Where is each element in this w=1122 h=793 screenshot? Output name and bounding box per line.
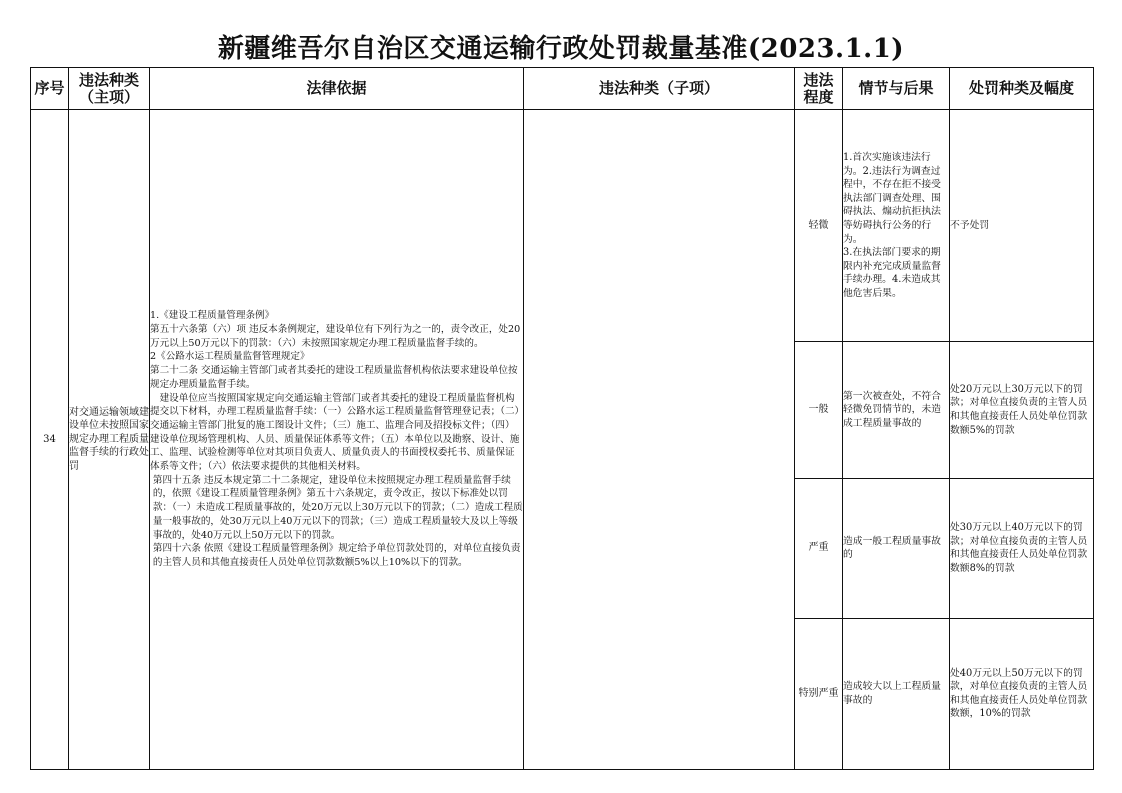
penalty-cell: 不予处罚 [950,110,1094,342]
circumstances-cell: 造成较大以上工程质量事故的 [843,618,950,769]
circumstances-cell: 第一次被查处，不符合轻微免罚情节的，未造成工程质量事故的 [843,342,950,478]
header-degree-line2: 程度 [803,87,834,106]
legal-basis-paragraph: 2《公路水运工程质量监督管理规定》 [150,351,310,363]
legal-basis-paragraph: 第五十六条第（六）项 违反本条例规定，建设单位有下列行为之一的，责令改正，处20万元以上50万元以下的罚款：（六）未按照国家规定办理工程质量监督手续的。 [150,324,521,349]
header-main-type-line2: （主项） [78,87,139,106]
row-sub-type [524,110,795,770]
degree-cell: 严重 [795,478,843,618]
row-main-type: 对交通运输领域建设单位未按照国家规定办理工程质量监督手续的行政处罚 [69,110,150,770]
penalty-standard-table [30,67,1094,770]
degree-cell: 特别严重 [795,618,843,769]
header-row [31,68,1094,110]
legal-basis-paragraph: 第二十二条 交通运输主管部门或者其委托的建设工程质量监督机构依法要求建设单位按规定办理质量监督手续。 [150,365,518,390]
degree-cell: 轻微 [795,110,843,342]
header-penalty: 处罚种类及幅度 [950,68,1094,110]
penalty-cell: 处40万元以上50万元以下的罚款，对单位直接负责的主管人员和其他直接责任人员处单位罚款数额，10%的罚款 [950,618,1094,769]
header-degree-line1: 违法 [803,70,834,89]
header-main-type-line1: 违法种类 [78,70,139,89]
legal-basis-paragraph: 1.《建设工程质量管理条例》 [150,310,275,322]
header-seq: 序号 [31,68,69,110]
degree-cell: 一般 [795,342,843,478]
table-row [31,110,1094,342]
header-degree [795,68,843,110]
circumstances-cell: 造成一般工程质量事故的 [843,478,950,618]
circumstances-text: 1.首次实施该违法行为。2.违法行为调查过程中，不存在拒不接受执法部门调查处理、围碍执法、煽动抗拒执法等妨碍执行公务的行为。 [843,151,941,245]
header-circumstances: 情节与后果 [843,68,950,110]
legal-basis-paragraph: 第四十六条 依照《建设工程质量管理条例》规定给予单位罚款处罚的，对单位直接负责的主管人员和其他直接责任人员处单位罚款数额5%以上10%以下的罚款。 [152,543,521,568]
circumstances-cell [843,110,950,342]
legal-basis-paragraph: 建设单位应当按照国家规定向交通运输主管部门或者其委托的建设工程质量监督机构提交以下材料，办理工程质量监督手续：（一）公路水运工程质量监督管理登记表；（二）交通运输主管部门批复的施工图设计文件；（三）施工、监理合同及招投标文件；（四）建设单位现场管理机构、人员、质量保证体系等文件；（五）本单位以及勘察、设计、施工、监理、试验检测等单位对其项目负责人、质量负责人的书面授权委托书、质量保证体系等文件；（六）依法要求提供的其他相关材料。 [150,392,520,473]
row-legal-basis [150,110,524,770]
penalty-cell: 处30万元以上40万元以下的罚款；对单位直接负责的主管人员和其他直接责任人员处单位罚款数额8%的罚款 [950,478,1094,618]
circumstances-text: 3.在执法部门要求的期限内补充完成质量监督手续办理。4.未造成其他危害后果。 [843,247,941,299]
header-main-type [69,68,150,110]
header-sub-type: 违法种类（子项） [524,68,795,110]
page-title: 新疆维吾尔自治区交通运输行政处罚裁量基准(2023.1.1) [217,34,905,64]
legal-basis-paragraph: 第四十五条 违反本规定第二十二条规定，建设单位未按照规定办理工程质量监督手续的，依照《建设工程质量管理条例》第五十六条规定，责令改正，按以下标准处以罚款：（一）未造成工程质量事故的，处20万元以上30万元以下的罚款；（二）造成工程质量一般事故的，处30万元以上40万元以下的罚款；（三）造成工程质量较大及以上等级事故的，处40万元以上50万元以下的罚款。 [152,474,523,541]
row-seq: 34 [31,110,69,770]
header-legal-basis: 法律依据 [150,68,524,110]
penalty-cell: 处20万元以上30万元以下的罚款；对单位直接负责的主管人员和其他直接责任人员处单位罚款数额5%的罚款 [950,342,1094,478]
